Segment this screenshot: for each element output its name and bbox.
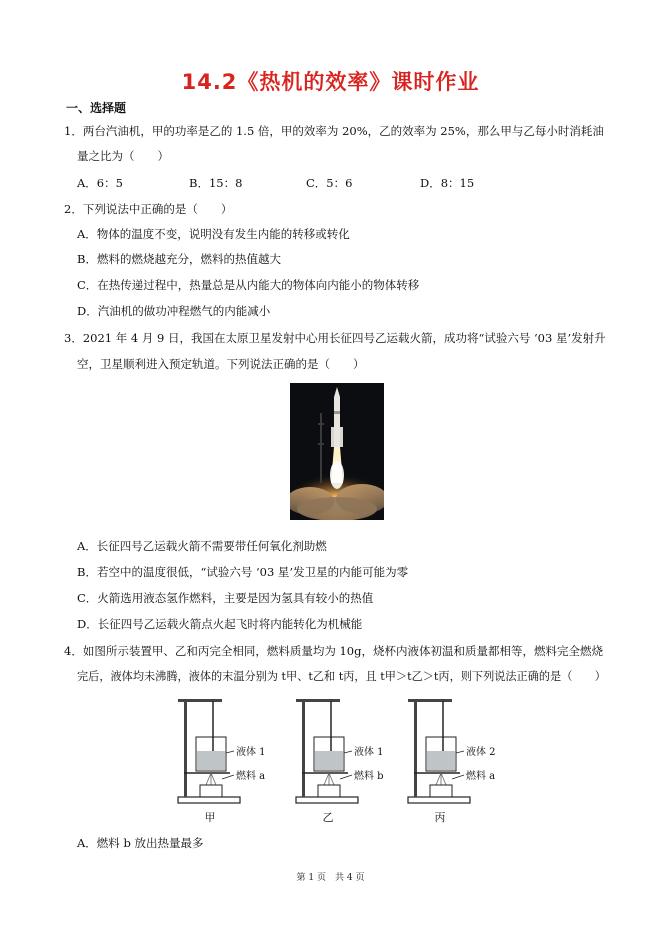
- q3-option-d: D．长征四号乙运载火箭点火起飞时将内能转化为机械能: [77, 617, 363, 631]
- bing-label: 丙: [434, 811, 446, 824]
- yi-label: 乙: [322, 811, 334, 824]
- yi-fuel-label: 燃料 b: [354, 771, 384, 782]
- q3-option-c: C．火箭选用液态氢作燃料，主要是因为氢具有较小的热值: [77, 591, 374, 605]
- heating-apparatus-figure: [170, 693, 496, 824]
- bing-liquid-label: 液体 2: [466, 747, 496, 758]
- q3-option-a: A．长征四号乙运载火箭不需要带任何氧化剂助燃: [77, 539, 327, 553]
- rocket-launch-photo: [290, 383, 384, 520]
- q4-option-a: A．燃料 b 放出热量最多: [77, 836, 204, 850]
- q1-option-b: B．15：8: [189, 176, 243, 190]
- rocket-launch-illustration: [290, 383, 384, 520]
- q2-option-b: B．燃料的燃烧越充分，燃料的热值越大: [77, 252, 281, 266]
- jia-fuel-label: 燃料 a: [236, 771, 266, 782]
- q3-stem-line1: 3．2021 年 4 月 9 日，我国在太原卫星发射中心用长征四号乙运载火箭，成功将“试验六号 ‘03 星’发射升: [64, 331, 606, 345]
- q2-option-a: A．物体的温度不变，说明没有发生内能的转移或转化: [77, 227, 350, 241]
- q3-option-b: B．若空中的温度很低，“试验六号 ‘03 星’发卫星的内能可能为零: [77, 565, 409, 579]
- page-title: 14.2《热机的效率》课时作业: [181, 70, 480, 94]
- q1-option-a: A．6：5: [77, 176, 123, 190]
- q4-stem-line2: 完后，液体均未沸腾，液体的末温分别为 t甲、t乙和 t丙，且 t甲＞t乙＞t丙，则下列说法正确的是（ ）: [77, 669, 606, 683]
- section-heading: 一、选择题: [66, 101, 127, 115]
- q1-stem-line2: 量之比为（ ）: [77, 149, 169, 163]
- q2-option-d: D．汽油机的做功冲程燃气的内能减小: [77, 304, 271, 318]
- q2-stem: 2．下列说法中正确的是（ ）: [64, 202, 233, 216]
- jia-label: 甲: [204, 811, 216, 824]
- q2-option-c: C．在热传递过程中，热量总是从内能大的物体向内能小的物体转移: [77, 278, 420, 292]
- q1-option-c: C．5：6: [306, 176, 353, 190]
- q3-stem-line2: 空，卫星顺利进入预定轨道。下列说法正确的是（ ）: [77, 357, 365, 371]
- q4-stem-line1: 4．如图所示装置甲、乙和丙完全相同，燃料质量均为 10g，烧杯内液体初温和质量都相等，燃料完全燃烧: [64, 644, 603, 658]
- bing-fuel-label: 燃料 a: [466, 771, 496, 782]
- q1-stem-line1: 1．两台汽油机，甲的功率是乙的 1.5 倍，甲的效率为 20%，乙的效率为 25%，那么甲与乙每小时消耗油: [64, 124, 604, 138]
- q1-option-d: D．8：15: [420, 176, 475, 190]
- jia-liquid-label: 液体 1: [236, 747, 266, 758]
- page-footer: 第 1 页 共 4 页: [296, 873, 365, 883]
- yi-liquid-label: 液体 1: [354, 747, 384, 758]
